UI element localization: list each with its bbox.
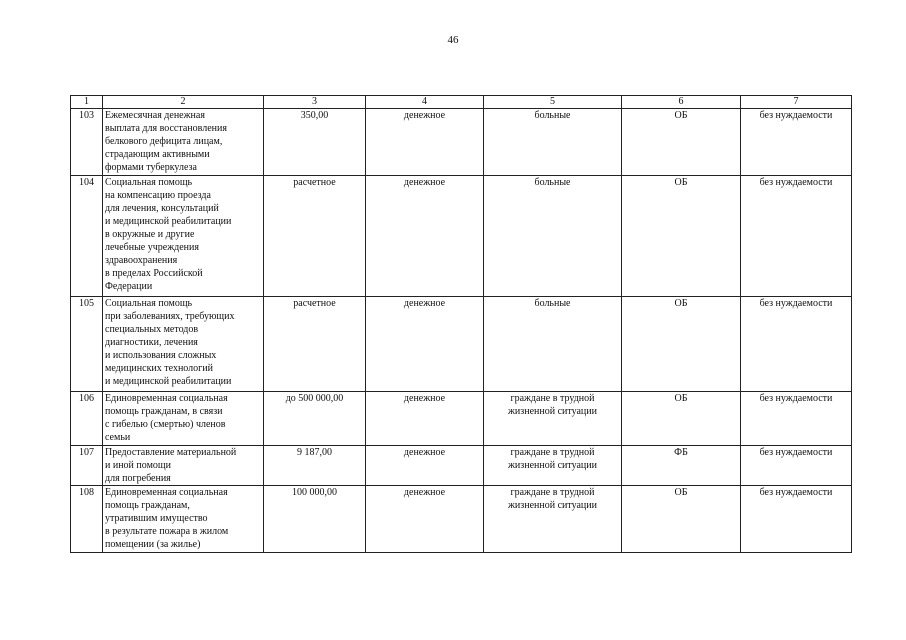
table-row [71,176,852,297]
benefit-recipients: больные [484,176,622,297]
row-number: 107 [71,446,103,486]
column-header: 3 [264,96,366,109]
benefit-recipients: больные [484,109,622,176]
row-number: 105 [71,297,103,392]
column-header: 7 [741,96,852,109]
table-row [71,486,852,553]
benefit-name: Предоставление материальной и иной помощи для погребения [103,446,264,486]
benefit-name: Ежемесячная денежная выплата для восстановления белкового дефицита лицам, страдающим активными формами туберкулеза [103,109,264,176]
column-header: 1 [71,96,103,109]
benefit-condition: без нуждаемости [741,297,852,392]
benefit-recipients: больные [484,297,622,392]
benefits-table [70,95,852,553]
table-row [71,109,852,176]
page-number: 46 [447,34,459,46]
benefit-form: денежное [366,297,484,392]
benefit-budget: ОБ [622,176,741,297]
column-header: 4 [366,96,484,109]
column-header: 2 [103,96,264,109]
column-header: 5 [484,96,622,109]
benefit-amount: 9 187,00 [264,446,366,486]
benefit-condition: без нуждаемости [741,176,852,297]
benefit-amount: 100 000,00 [264,486,366,553]
benefit-name: Социальная помощь на компенсацию проезда для лечения, консультаций и медицинской реабилитации в окружные и другие лечебные учреждения здравоохранения в пределах Российской Федерации [103,176,264,297]
benefit-form: денежное [366,392,484,446]
row-number: 104 [71,176,103,297]
benefit-amount: расчетное [264,297,366,392]
benefit-budget: ОБ [622,297,741,392]
benefit-form: денежное [366,109,484,176]
benefit-condition: без нуждаемости [741,392,852,446]
benefit-amount: 350,00 [264,109,366,176]
benefit-name: Единовременная социальная помощь гражданам, утратившим имущество в результате пожара в жилом помещении (за жилье) [103,486,264,553]
benefit-form: денежное [366,486,484,553]
column-header: 6 [622,96,741,109]
benefit-condition: без нуждаемости [741,109,852,176]
table-row [71,446,852,486]
benefit-recipients: граждане в трудной жизненной ситуации [484,486,622,553]
benefit-budget: ФБ [622,446,741,486]
benefit-recipients: граждане в трудной жизненной ситуации [484,446,622,486]
benefit-form: денежное [366,176,484,297]
benefit-budget: ОБ [622,486,741,553]
table-row [71,297,852,392]
row-number: 103 [71,109,103,176]
benefit-budget: ОБ [622,109,741,176]
benefit-name: Социальная помощь при заболеваниях, требующих специальных методов диагностики, лечения и использования сложных медицинских технологий и медицинской реабилитации [103,297,264,392]
table-row [71,392,852,446]
table-header-row [71,96,852,109]
benefit-amount: расчетное [264,176,366,297]
benefit-amount: до 500 000,00 [264,392,366,446]
row-number: 108 [71,486,103,553]
benefit-condition: без нуждаемости [741,486,852,553]
benefit-name: Единовременная социальная помощь гражданам, в связи с гибелью (смертью) членов семьи [103,392,264,446]
benefit-form: денежное [366,446,484,486]
benefit-recipients: граждане в трудной жизненной ситуации [484,392,622,446]
row-number: 106 [71,392,103,446]
benefit-condition: без нуждаемости [741,446,852,486]
benefit-budget: ОБ [622,392,741,446]
